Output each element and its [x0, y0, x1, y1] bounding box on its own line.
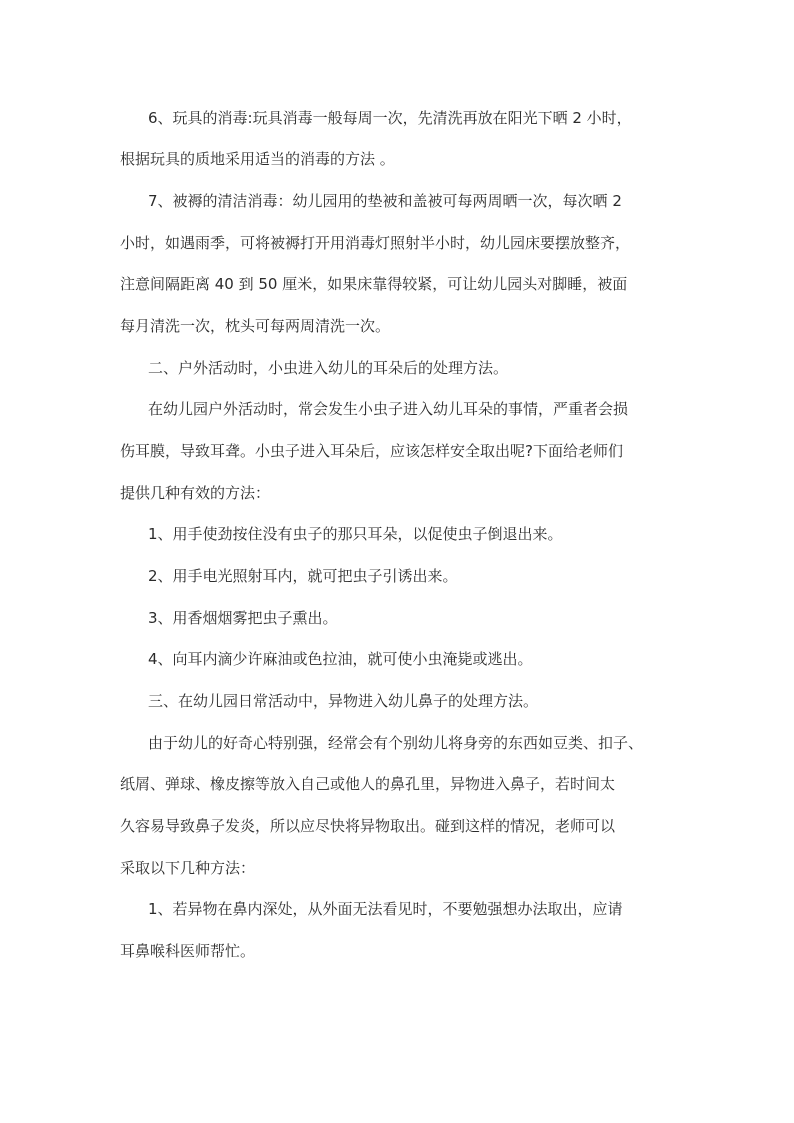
paragraph-line: 采取以下几种方法：: [120, 859, 256, 877]
section-heading: 三、在幼儿园日常活动中，异物进入幼儿鼻子的处理方法。: [148, 692, 539, 710]
list-item: 2、用手电光照射耳内，就可把虫子引诱出来。: [148, 567, 458, 585]
paragraph-line: 提供几种有效的方法：: [120, 484, 271, 502]
paragraph-line: 由于幼儿的好奇心特别强，经常会有个别幼儿将身旁的东西如豆类、扣子、: [148, 734, 644, 752]
paragraph-line: 久容易导致鼻子发炎，所以应尽快将异物取出。碰到这样的情况，老师可以: [120, 817, 616, 835]
paragraph-line: 注意间隔距离 40 到 50 厘米，如果床靠得较紧，可让幼儿园头对脚睡，被面: [120, 275, 628, 293]
paragraph-line: 在幼儿园户外活动时，常会发生小虫子进入幼儿耳朵的事情，严重者会损: [148, 400, 629, 418]
paragraph-line: 耳鼻喉科医师帮忙。: [120, 942, 256, 960]
paragraph-line: 每月清洗一次，枕头可每两周清洗一次。: [120, 317, 391, 335]
list-item: 4、向耳内滴少许麻油或色拉油，就可使小虫淹毙或逃出。: [148, 650, 533, 668]
paragraph-line: 伤耳膜，导致耳聋。小虫子进入耳朵后，应该怎样安全取出呢?下面给老师们: [120, 442, 623, 460]
paragraph-line: 根据玩具的质地采用适当的消毒的方法 。: [120, 150, 395, 168]
list-item: 1、若异物在鼻内深处，从外面无法看见时，不要勉强想办法取出，应请: [148, 900, 623, 918]
list-item: 1、用手使劲按住没有虫子的那只耳朵，以促使虫子倒退出来。: [148, 525, 563, 543]
paragraph-line: 6、玩具的消毒:玩具消毒一般每周一次，先清洗再放在阳光下晒 2 小时，: [148, 109, 632, 127]
paragraph-line: 小时，如遇雨季，可将被褥打开用消毒灯照射半小时，幼儿园床要摆放整齐，: [120, 234, 631, 252]
list-item: 3、用香烟烟雾把虫子熏出。: [148, 609, 338, 627]
paragraph-line: 纸屑、弹球、橡皮擦等放入自己或他人的鼻孔里，异物进入鼻子，若时间太: [120, 775, 616, 793]
paragraph-line: 7、被褥的清洁消毒：幼儿园用的垫被和盖被可每两周晒一次，每次晒 2: [148, 192, 622, 210]
section-heading: 二、户外活动时，小虫进入幼儿的耳朵后的处理方法。: [148, 359, 509, 377]
